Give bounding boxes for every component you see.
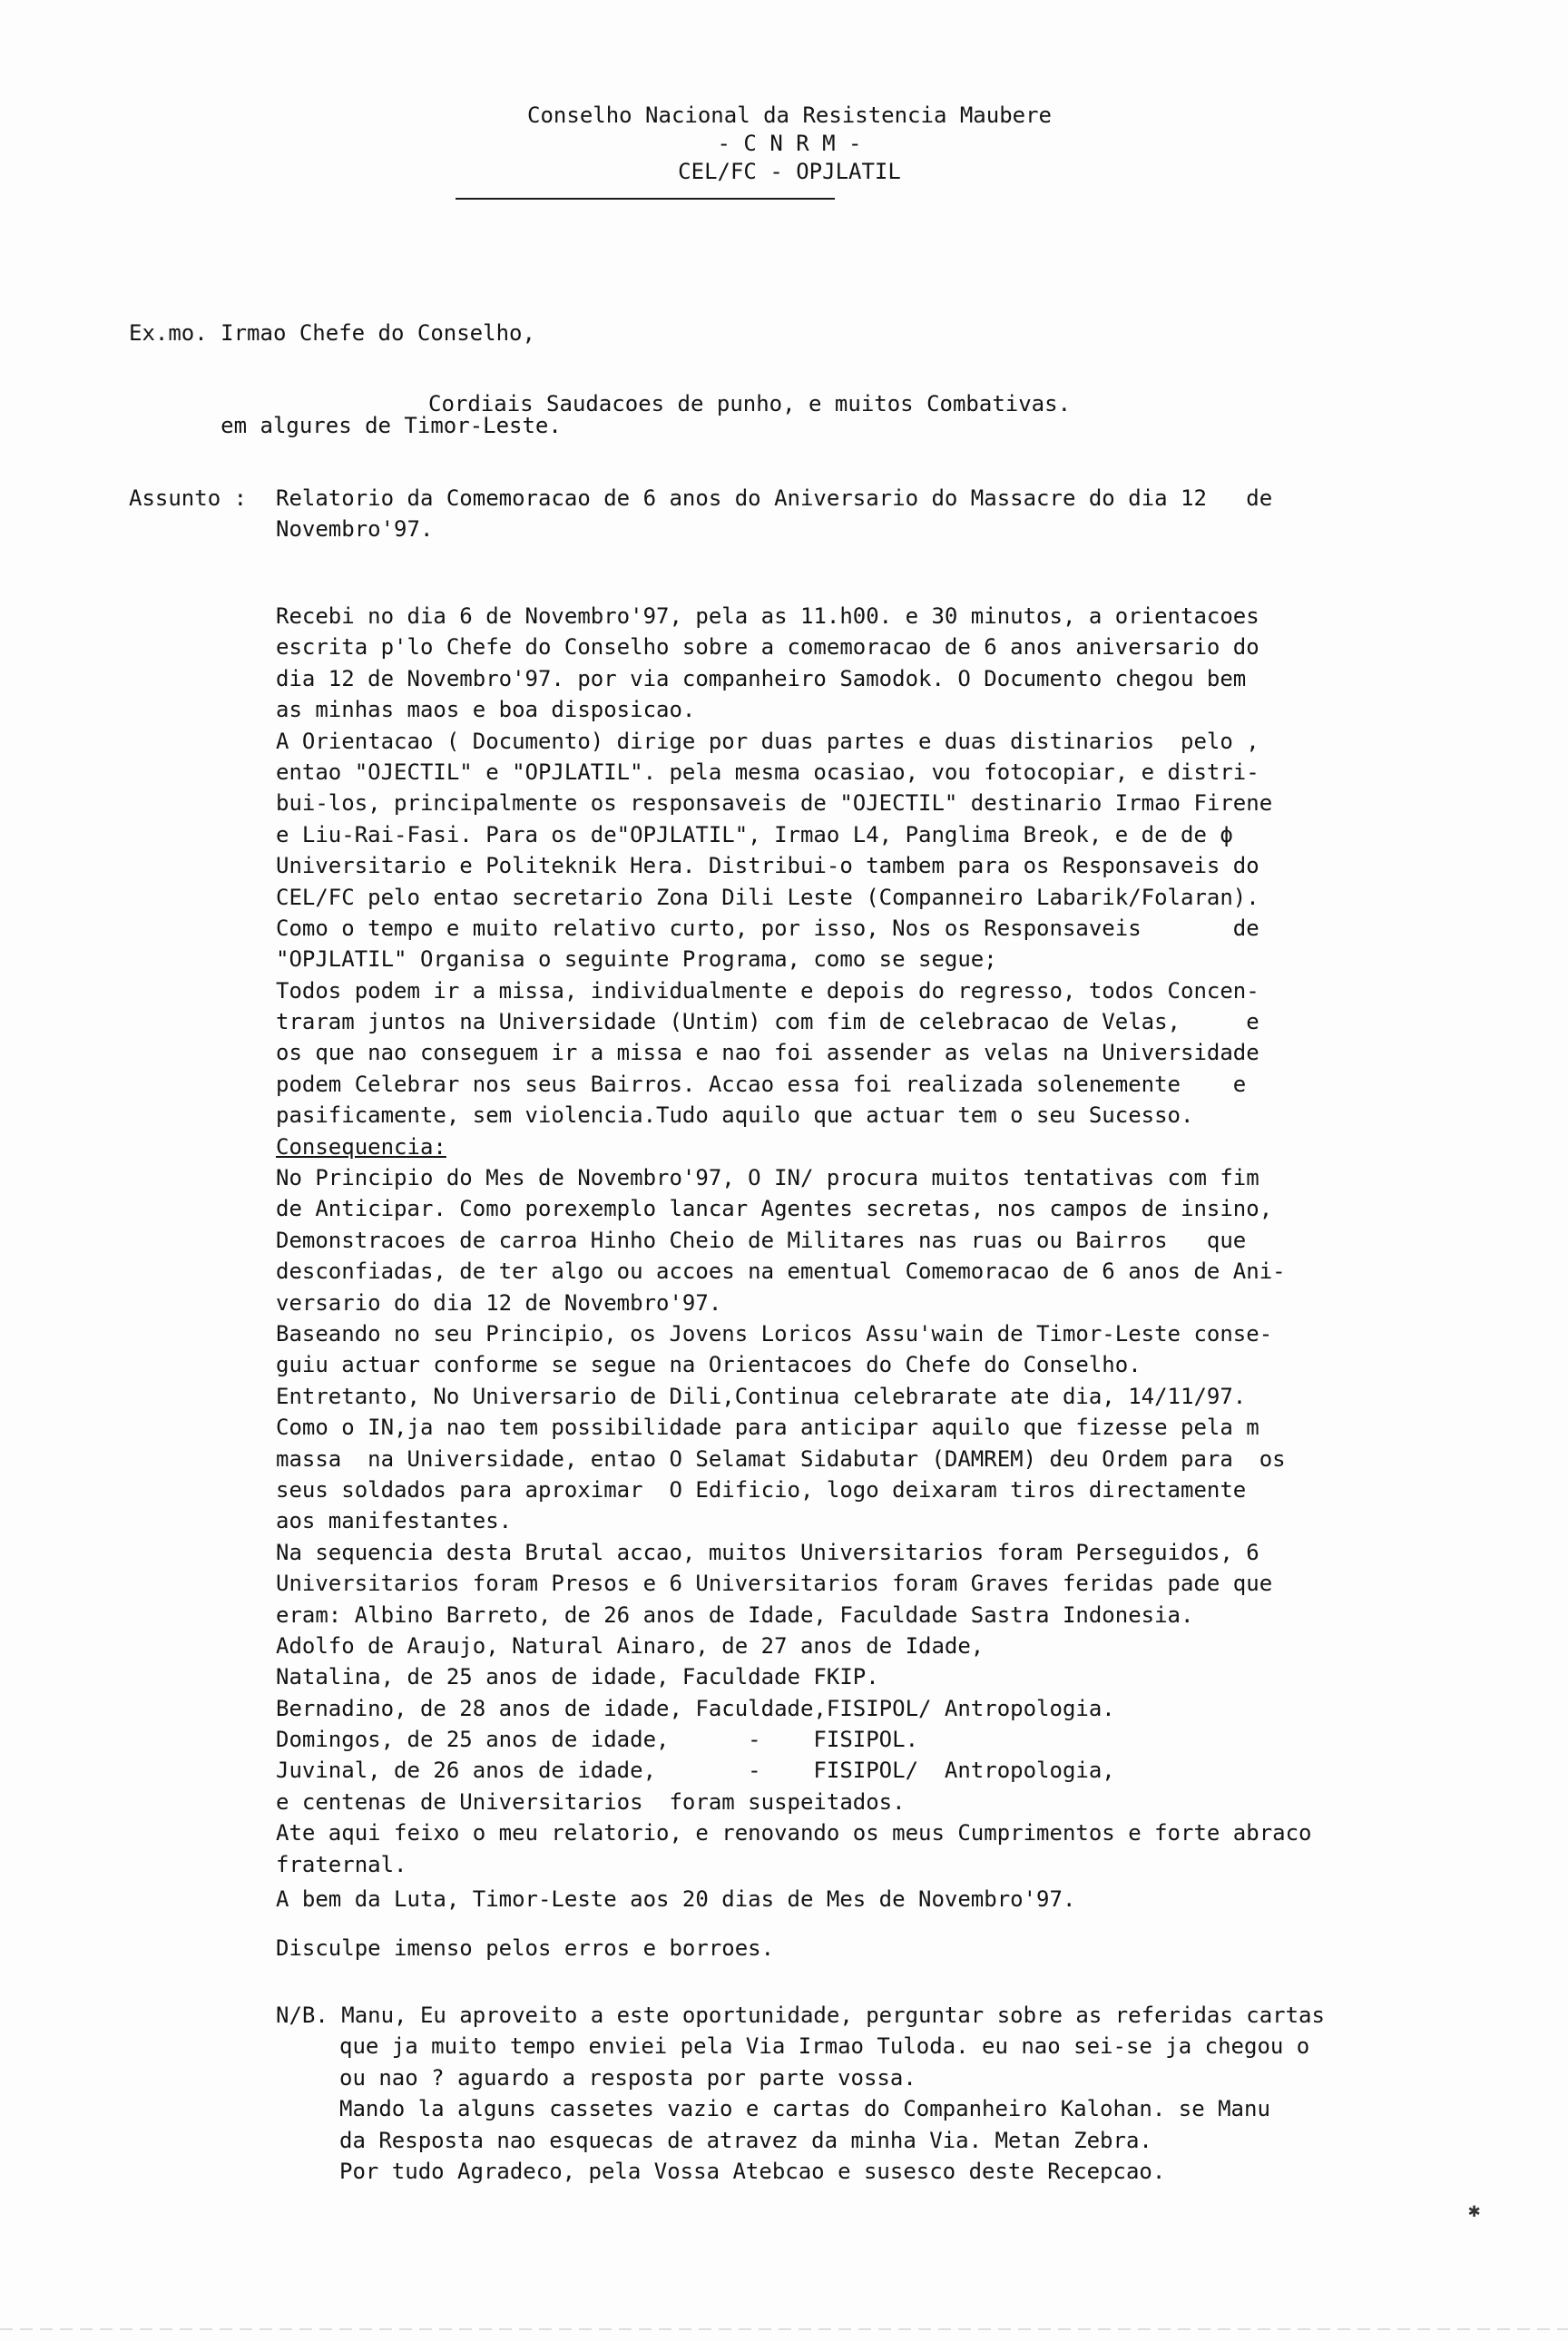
nota-bene <box>276 2000 1546 2187</box>
body-line: escrita p'lo Chefe do Conselho sobre a comemoracao de 6 anos aniversario do <box>276 634 1259 661</box>
body-line: podem Celebrar nos seus Bairros. Accao essa foi realizada solenemente e <box>276 1071 1247 1097</box>
body-line: de Anticipar. Como porexemplo lancar Agentes secretas, nos campos de insino, <box>276 1196 1273 1222</box>
body-line: Entretanto, No Universario de Dili,Continua celebrarate ate dia, 14/11/97. <box>276 1383 1247 1409</box>
body-line: Recebi no dia 6 de Novembro'97, pela as 11.h00. e 30 minutos, a orientacoes <box>276 603 1259 629</box>
body-line: bui-los, principalmente os responsaveis de "OJECTIL" destinario Irmao Firene <box>276 790 1273 817</box>
body-line: A Orientacao ( Documento) dirige por duas partes e duas distinarios pelo , <box>276 728 1259 754</box>
subject-label: Assunto : <box>129 485 248 511</box>
body-line: Juvinal, de 26 anos de idade, - FISIPOL/ Antropologia, <box>276 1758 1115 1784</box>
body-line: "OPJLATIL" Organisa o seguinte Programa, como se segue; <box>276 946 997 973</box>
body-line: Como o tempo e muito relativo curto, por isso, Nos os Responsaveis de <box>276 915 1259 941</box>
body-line: CEL/FC pelo entao secretario Zona Dili Leste (Companneiro Labarik/Folaran). <box>276 884 1259 910</box>
body-line: Bernadino, de 28 anos de idade, Faculdade,FISIPOL/ Antropologia. <box>276 1695 1115 1721</box>
addressee-line: Ex.mo. Irmao Chefe do Conselho, <box>129 320 535 346</box>
body-line: Universitarios foram Presos e 6 Universitarios foram Graves feridas pade que <box>276 1571 1273 1597</box>
body-line: Como o IN,ja nao tem possibilidade para anticipar aquilo que fizesse pela m <box>276 1415 1259 1441</box>
body-line: Adolfo de Araujo, Natural Ainaro, de 27 anos de Idade, <box>276 1632 985 1659</box>
body-line: desconfiadas, de ter algo ou accoes na ementual Comemoracao de 6 anos de Ani- <box>276 1259 1286 1285</box>
body-line: Universitario e Politeknik Hera. Distribui-o tambem para os Responsaveis do <box>276 853 1259 879</box>
body-line: seus soldados para aproximar O Edificio, logo deixaram tiros directamente <box>276 1476 1247 1503</box>
closing-line: A bem da Luta, Timor-Leste aos 20 dias de Mes de Novembro'97. <box>276 1886 1076 1912</box>
organization-acronym: - C N R M - <box>717 131 862 156</box>
report-body <box>276 601 1528 1880</box>
nota-bene-line: da Resposta nao esquecas de atravez da minha Via. Metan Zebra. <box>339 2127 1152 2153</box>
body-line: Todos podem ir a missa, individualmente e depois do regresso, todos Concen- <box>276 977 1259 1004</box>
body-line: Na sequencia desta Brutal accao, muitos Universitarios foram Perseguidos, 6 <box>276 1539 1259 1565</box>
body-line: guiu actuar conforme se segue na Orientacoes do Chefe do Conselho. <box>276 1352 1142 1378</box>
body-line: Natalina, de 25 anos de idade, Faculdade FKIP. <box>276 1664 879 1690</box>
organization-name: Conselho Nacional da Resistencia Maubere <box>527 103 1052 128</box>
body-line: Baseando no seu Principio, os Jovens Loricos Assu'wain de Timor-Leste conse- <box>276 1320 1273 1347</box>
subject-text-line: Relatorio da Comemoracao de 6 anos do Aniversario do Massacre do dia 12 de <box>276 485 1273 511</box>
body-line: Domingos, de 25 anos de idade, - FISIPOL. <box>276 1727 919 1753</box>
letterhead-rule <box>456 198 835 200</box>
body-line: No Principio do Mes de Novembro'97, O IN/ procura muitos tentativas com fim <box>276 1165 1259 1191</box>
body-line: eram: Albino Barreto, de 26 anos de Idade, Faculdade Sastra Indonesia. <box>276 1601 1194 1628</box>
section-heading-consequencia: Consequencia: <box>276 1133 446 1160</box>
nota-bene-line: ou nao ? aguardo a resposta por parte vossa. <box>339 2064 916 2091</box>
nota-bene-line: Por tudo Agradeco, pela Vossa Atebcao e susesco deste Recepcao. <box>339 2158 1166 2184</box>
body-line: traram juntos na Universidade (Untim) com fim de celebracao de Velas, e <box>276 1009 1259 1035</box>
nota-bene-line: Mando la alguns cassetes vazio e cartas do Companheiro Kalohan. se Manu <box>339 2096 1270 2122</box>
nota-bene-line: que ja muito tempo enviei pela Via Irmao Tuloda. eu nao sei-se ja chegou o <box>339 2033 1310 2060</box>
apology-line: Disculpe imenso pelos erros e borroes. <box>276 1935 775 1961</box>
subject-text <box>276 483 1501 544</box>
body-line: e Liu-Rai-Fasi. Para os de"OPJLATIL", Irmao L4, Panglima Breok, e de de ϕ <box>276 821 1233 847</box>
subject-line <box>129 483 1501 544</box>
salutation: Cordiais Saudacoes de punho, e muitos Combativas. <box>428 391 1072 416</box>
addressee <box>129 256 562 503</box>
body-line: entao "OJECTIL" e "OPJLATIL". pela mesma ocasiao, vou fotocopiar, e distri- <box>276 759 1259 785</box>
nota-bene-line: N/B. Manu, Eu aproveito a este oportunidade, perguntar sobre as referidas cartas <box>276 2003 1325 2028</box>
body-line: e centenas de Universitarios foram suspeitados. <box>276 1788 906 1815</box>
department-line: CEL/FC - OPJLATIL <box>678 159 901 184</box>
ink-mark: ✱ <box>1468 2199 1481 2222</box>
body-line: as minhas maos e boa disposicao. <box>276 697 696 723</box>
body-line: pasificamente, sem violencia.Tudo aquilo que actuar tem o seu Sucesso. <box>276 1102 1194 1129</box>
body-line: versario do dia 12 de Novembro'97. <box>276 1289 722 1316</box>
subject-text-line: Novembro'97. <box>276 516 434 542</box>
body-line: Demonstracoes de carroa Hinho Cheio de Militares nas ruas ou Bairros que <box>276 1227 1247 1253</box>
body-line: aos manifestantes. <box>276 1508 513 1534</box>
body-line: Ate aqui feixo o meu relatorio, e renovando os meus Cumprimentos e forte abraco <box>276 1820 1312 1846</box>
body-line: massa na Universidade, entao O Selamat Sidabutar (DAMREM) deu Ordem para os <box>276 1445 1286 1472</box>
addressee-line: em algures de Timor-Leste. <box>129 413 562 438</box>
body-line: fraternal. <box>276 1851 407 1877</box>
body-line: dia 12 de Novembro'97. por via companheiro Samodok. O Documento chegou bem <box>276 665 1247 691</box>
body-line: os que nao conseguem ir a missa e nao foi assender as velas na Universidade <box>276 1040 1259 1066</box>
scan-edge <box>0 2328 1568 2330</box>
letterhead <box>381 102 1198 186</box>
